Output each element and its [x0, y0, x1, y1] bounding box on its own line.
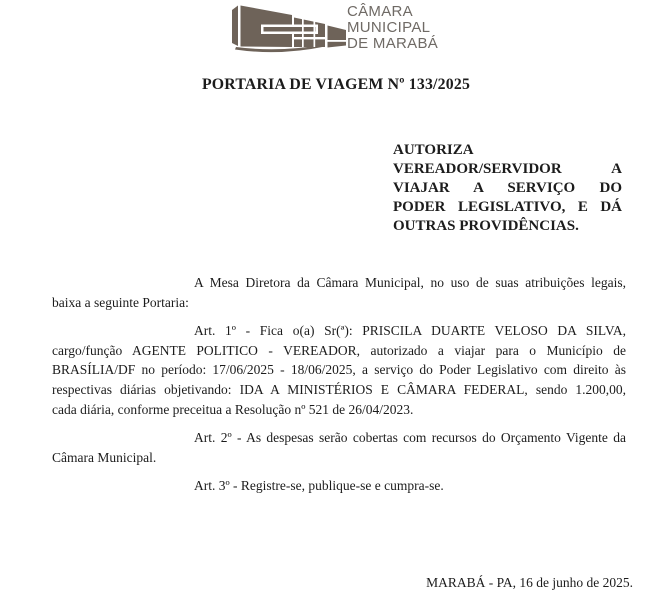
body-line: baixa a seguinte Portaria:	[52, 294, 189, 310]
epigraph-line: AUTORIZA	[393, 142, 474, 158]
paragraph-art2	[52, 428, 626, 467]
dateline: MARABÁ - PA, 16 de junho de 2025.	[426, 575, 633, 590]
body-line: Art. 1º - Fica o(a) Sr(ª): PRISCILA DUARTE VELOSO DA SILVA,	[194, 323, 626, 339]
body-line: Art. 3º - Registre-se, publique-se e cumpra-se.	[194, 478, 444, 494]
epigraph-line: OUTRAS PROVIDÊNCIAS.	[393, 218, 579, 234]
epigraph-block	[393, 141, 622, 236]
body-line: BRASÍLIA/DF no período: 17/06/2025 - 18/06/2025, a serviço do Poder Legislativo com direito às	[52, 362, 626, 378]
building-icon	[215, 1, 348, 58]
body-line: cargo/função AGENTE POLITICO - VEREADOR, autorizado a viajar para o Município de	[52, 342, 626, 358]
paragraph-art3	[52, 476, 626, 496]
body-line: Art. 2º - As despesas serão cobertas com recursos do Orçamento Vigente da	[194, 430, 626, 446]
body-line: cada diária, conforme preceitua a Resolução nº 521 de 26/04/2023.	[52, 401, 414, 417]
logo-wordmark-line: CÂMARA	[347, 3, 413, 20]
epigraph-line: VEREADOR/SERVIDOR A	[393, 161, 622, 177]
body-line: Câmara Municipal.	[52, 449, 157, 465]
body-line: respectivas diárias objetivando: IDA A MINISTÉRIOS E CÂMARA FEDERAL, sendo 1.200,00,	[52, 381, 626, 397]
logo-wordmark-line: DE MARABÁ	[347, 34, 439, 52]
logo-wordmark	[347, 4, 438, 51]
epigraph-line: PODER LEGISLATIVO, E DÁ	[393, 199, 622, 215]
body-line: A Mesa Diretora da Câmara Municipal, no uso de suas atribuições legais,	[194, 275, 626, 290]
logo-wordmark-line: MUNICIPAL	[347, 18, 431, 36]
document-title: PORTARIA DE VIAGEM Nº 133/2025	[201, 76, 471, 93]
paragraph-preamble	[52, 273, 626, 312]
paragraph-art1	[52, 321, 626, 419]
document-body	[52, 273, 626, 505]
epigraph-line: VIAJAR A SERVIÇO DO	[393, 180, 622, 196]
